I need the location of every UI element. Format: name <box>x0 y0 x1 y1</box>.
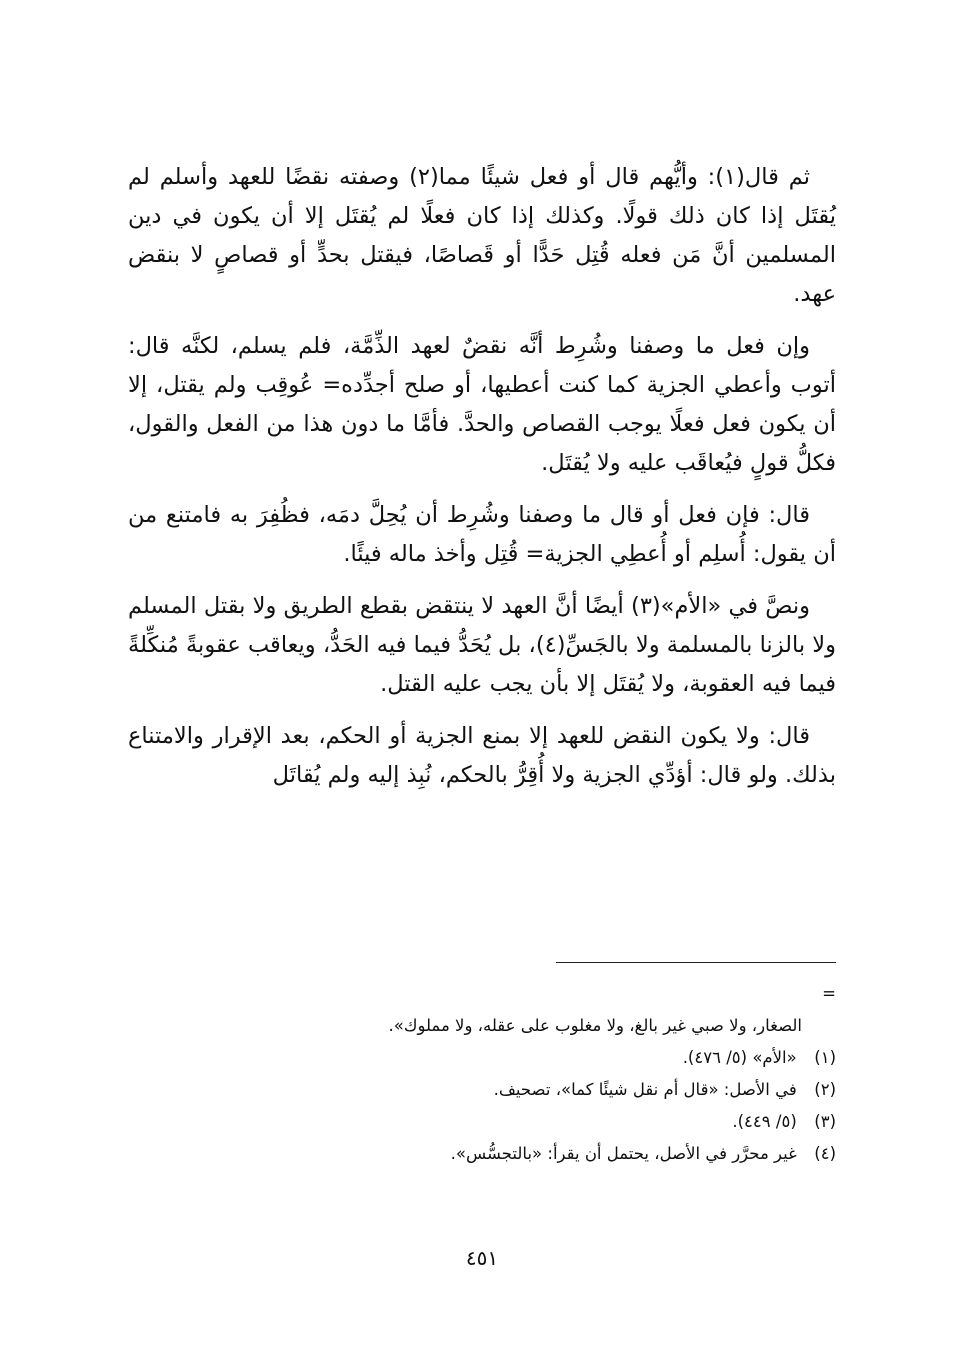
page-number: ٤٥١ <box>465 1246 499 1270</box>
paragraph-3: قال: فإن فعل أو قال ما وصفنا وشُرِط أن يُحِلَّ دمَه، فظُفِرَ به فامتنع من أن يقول: أُسلِم أو أُعطِي الجزية= قُتِل وأخذ ماله فيئًا. <box>128 502 836 567</box>
footnote-carry-mark: = <box>822 984 836 1003</box>
footnote-separator <box>556 962 836 963</box>
paragraph-1: ثم قال(١): وأيُّهم قال أو فعل شيئًا مما(٢) وصفته نقضًا للعهد وأسلم لم يُقتَل إذا كان ذلك قولًا. وكذلك إذا كان فعلًا لم يُقتَل إلا أن يكون في دين المسلمين أنَّ مَن فعله قُتِل حَدًّا أو قَصاصًا، فيقتل بحدٍّ أو قصاصٍ لا بنقض عهد. <box>128 164 836 307</box>
footnote-2 <box>128 1074 836 1106</box>
main-text <box>128 158 836 808</box>
footnote-1-mark: (١) <box>814 1048 836 1067</box>
footnote-4-text: غير محرَّر في الأصل، يحتمل أن يقرأ: «بالتجسُّس». <box>450 1144 797 1163</box>
footnotes <box>128 978 836 1170</box>
paragraph-4: ونصَّ في «الأم»(٣) أيضًا أنَّ العهد لا ينتقض بقطع الطريق ولا بقتل المسلم ولا بالزنا بالمسلمة ولا بالجَسِّ(٤)، بل يُحَدُّ فيما فيه الحَدُّ، ويعاقب عقوبةً مُنكِّلةً فيما فيه العقوبة، ولا يُقتَل إلا بأن يجب عليه القتل. <box>128 593 836 697</box>
paragraph-2: وإن فعل ما وصفنا وشُرِط أنَّه نقضٌ لعهد الذِّمَّة، فلم يسلم، لكنَّه قال: أتوب وأعطي الجزية كما كنت أعطيها، أو صلح أجدِّده= عُوقِب ولم يقتل، إلا أن يكون فعل فعلًا يوجب القصاص والحدَّ. فأمَّا ما دون هذا من الفعل والقول، فكلُّ قولٍ فيُعاقَب عليه ولا يُقتَل. <box>128 333 836 476</box>
footnote-2-text: في الأصل: «قال أم نقل شيئًا كما»، تصحيف. <box>493 1080 797 1099</box>
footnote-carry-text: الصغار، ولا صبي غير بالغ، ولا مغلوب على عقله، ولا مملوك». <box>388 1016 802 1035</box>
paragraph-5: قال: ولا يكون النقض للعهد إلا بمنع الجزية أو الحكم، بعد الإقرار والامتناع بذلك. ولو قال: أؤدِّي الجزية ولا أُقِرُّ بالحكم، نُبِذ إليه ولم يُقاتَل <box>128 723 836 788</box>
footnote-1 <box>128 1042 836 1074</box>
footnote-1-text: «الأم» (٥/ ٤٧٦). <box>682 1048 797 1067</box>
footnote-3-text: (٥/ ٤٤٩). <box>732 1112 797 1131</box>
footnote-3 <box>128 1106 836 1138</box>
footnote-2-mark: (٢) <box>814 1080 836 1099</box>
footnote-3-mark: (٣) <box>814 1112 836 1131</box>
footnote-4 <box>128 1138 836 1170</box>
footnote-4-mark: (٤) <box>814 1144 836 1163</box>
